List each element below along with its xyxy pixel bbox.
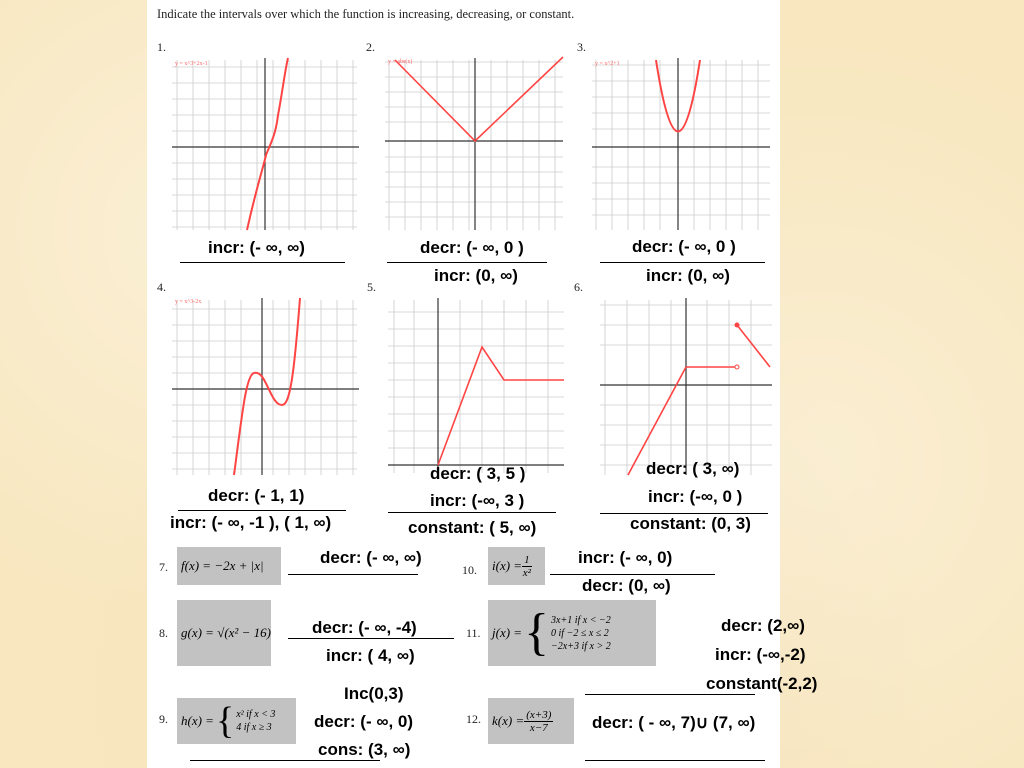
- formula-12: [488, 698, 574, 744]
- formula-10-name: i(x) =: [492, 558, 523, 573]
- brace-icon: {: [524, 604, 550, 661]
- formula-12-name: k(x) =: [492, 713, 525, 728]
- curve: [247, 58, 288, 230]
- answer-5-incr: incr: (-∞, 3 ): [430, 491, 525, 510]
- answer-9-cons: cons: (3, ∞): [318, 740, 411, 759]
- answer-2-incr: incr: (0, ∞): [434, 266, 518, 285]
- curve: [234, 298, 300, 475]
- formula-10-fraction: [522, 554, 532, 579]
- answer-3-incr: incr: (0, ∞): [646, 266, 730, 285]
- answer-line-8: [288, 638, 454, 639]
- formula-9-name: h(x) =: [181, 713, 214, 728]
- formula-11-name: j(x) =: [492, 625, 523, 640]
- answer-9-decr: decr: (- ∞, 0): [314, 712, 414, 731]
- answer-3-decr: decr: (- ∞, 0 ): [632, 237, 736, 256]
- curve-decreasing: [737, 325, 770, 367]
- answer-10-incr: incr: (- ∞, 0): [578, 548, 673, 567]
- open-point: [735, 365, 739, 369]
- formula-11-row-1: 3x+1 if x < −2: [551, 614, 611, 626]
- formula-10-numerator: 1: [524, 553, 530, 566]
- graph-3: [592, 55, 772, 230]
- function-label: y = x^3+2x-1: [175, 61, 208, 67]
- answer-5-constant: constant: ( 5, ∞): [408, 518, 537, 537]
- answer-line-9: [190, 760, 380, 761]
- answer-line-7: [288, 574, 418, 575]
- answer-6-incr: incr: (-∞, 0 ): [648, 487, 743, 506]
- answer-1: incr: (- ∞, ∞): [208, 238, 305, 257]
- graph-2: [385, 55, 565, 230]
- formula-10-denominator: x²: [522, 566, 531, 579]
- answer-line-12: [585, 760, 765, 761]
- answer-7: decr: (- ∞, ∞): [320, 548, 422, 567]
- page-title: Indicate the intervals over which the function is increasing, decreasing, or constant.: [157, 7, 575, 21]
- answer-line-10: [550, 574, 715, 575]
- graph-1: [172, 55, 362, 230]
- formula-11: [488, 600, 656, 666]
- curve: [438, 347, 564, 465]
- answer-12: decr: ( - ∞, 7)∪ (7, ∞): [592, 713, 756, 732]
- formula-8-text: g(x) = √(x² − 16): [181, 625, 271, 640]
- answer-line-11: [585, 694, 755, 695]
- problem-number-12: 12.: [466, 712, 481, 726]
- answer-line-1: [180, 262, 345, 263]
- formula-12-numerator: (x+3): [526, 708, 552, 721]
- formula-9-row-1: x² if x < 3: [236, 709, 276, 720]
- problem-number-2: 2.: [366, 40, 375, 54]
- formula-7: [177, 547, 281, 585]
- function-label: y = x^2+1: [595, 61, 620, 67]
- problem-number-4: 4.: [157, 280, 166, 294]
- answer-5-decr: decr: ( 3, 5 ): [430, 464, 526, 483]
- formula-9: [177, 698, 296, 744]
- problem-number-9: 9.: [159, 712, 168, 726]
- answer-11-constant: constant(-2,2): [706, 674, 818, 693]
- answer-11-incr: incr: (-∞,-2): [715, 645, 806, 664]
- answer-2-decr: decr: (- ∞, 0 ): [420, 238, 524, 257]
- answer-4-incr: incr: (- ∞, -1 ), ( 1, ∞): [170, 513, 332, 532]
- formula-7-text: f(x) = −2x + |x|: [181, 558, 264, 573]
- graph-6: [600, 295, 772, 475]
- formula-12-denominator: x−7: [529, 721, 548, 734]
- problem-number-1: 1.: [157, 40, 166, 54]
- problem-number-10: 10.: [462, 563, 477, 577]
- answer-4-decr: decr: (- 1, 1): [208, 486, 305, 505]
- formula-11-row-3: −2x+3 if x > 2: [551, 640, 611, 652]
- formula-11-row-2: 0 if −2 ≤ x ≤ 2: [551, 627, 609, 639]
- graph-4: [172, 295, 362, 475]
- answer-9-inc: Inc(0,3): [344, 684, 404, 703]
- answer-6-decr: decr: ( 3, ∞): [646, 459, 740, 478]
- problem-number-7: 7.: [159, 560, 168, 574]
- function-label: y = x^3-2x: [175, 299, 202, 305]
- curve: [395, 57, 563, 141]
- formula-9-row-2: 4 if x ≥ 3: [236, 722, 272, 733]
- formula-12-fraction: [524, 709, 553, 734]
- problem-number-11: 11.: [466, 626, 481, 640]
- answer-8-decr: decr: (- ∞, -4): [312, 618, 417, 637]
- function-label: y = abs(x): [388, 59, 413, 65]
- problem-number-8: 8.: [159, 626, 168, 640]
- formula-10: [488, 547, 545, 585]
- answer-line-2: [387, 262, 547, 263]
- graph-5: [388, 295, 564, 477]
- answer-line-4: [178, 510, 346, 511]
- answer-8-incr: incr: ( 4, ∞): [326, 646, 415, 665]
- answer-10-decr: decr: (0, ∞): [582, 576, 671, 595]
- answer-line-3: [600, 262, 765, 263]
- problem-number-6: 6.: [574, 280, 583, 294]
- problem-number-5: 5.: [367, 280, 376, 294]
- formula-8: [177, 600, 271, 666]
- brace-icon: {: [215, 700, 235, 742]
- answer-11-decr: decr: (2,∞): [721, 616, 805, 635]
- answer-line-5: [388, 512, 556, 513]
- problem-number-3: 3.: [577, 40, 586, 54]
- answer-6-constant: constant: (0, 3): [630, 514, 751, 533]
